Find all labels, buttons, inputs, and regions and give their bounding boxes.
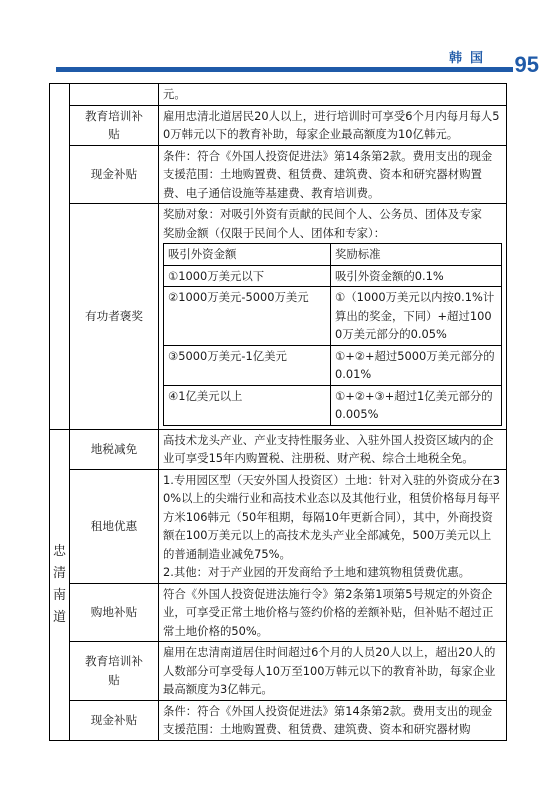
subtable-header	[164, 244, 502, 266]
row-label-rent: 租地优惠	[70, 469, 159, 583]
subtable-cell: ①+②+③+超过1亿美元部分的0.005%	[331, 385, 502, 425]
table-row	[50, 700, 507, 740]
page-number: 95	[514, 52, 539, 77]
table-row	[50, 204, 507, 430]
header-country: 韩国	[448, 51, 491, 66]
subtable-header-standard: 奖励标准	[331, 244, 502, 266]
row-content-award	[159, 204, 507, 430]
region-char: 清	[52, 565, 66, 581]
row-label-education-north	[70, 105, 159, 145]
rent-text-1: 1.专用园区型（天安外国人投资区）土地：针对入驻的外资成分在30%以上的尖端行业和高技术业态以及其他行业，租赁价格每月每平方米106韩元（50年租期，每隔10年更新合同），其中，外商投资额在100万美元以上的高技术龙头产业全部减免，500万美元以上的普通制造业减免75%。	[163, 472, 501, 561]
subtable-cell: ③5000万美元-1亿美元	[164, 345, 331, 385]
subtable-cell: ②1000万美元-5000万美元	[164, 287, 331, 346]
table-row	[50, 469, 507, 583]
subtable-cell: 吸引外资金额的0.1%	[331, 265, 502, 287]
row-label-land: 购地补贴	[70, 583, 159, 642]
table-row	[50, 429, 507, 469]
row-label-award: 有功者褒奖	[70, 204, 159, 430]
rent-text-2: 2.其他：对于产业园的开发商给予土地和建筑物租赁费优惠。	[163, 565, 471, 579]
table-row	[50, 84, 507, 106]
row-content-tax: 高技术龙头产业、产业支持性服务业、入驻外国人投资区域内的企业可享受15年内购置税、注册税、财产税、综合土地税全免。	[159, 429, 507, 469]
table-row	[50, 583, 507, 642]
row-label-empty	[70, 84, 159, 106]
row-content-cash-north: 条件：符合《外国人投资促进法》第14条第2款。费用支出的现金支援范围：土地购置费、租赁费、建筑费、资本和研究器材购置费、电子通信设施等基建费、教育培训费。	[159, 145, 507, 204]
award-intro-2: 奖励金额（仅限于民间个人、团体和专家）：	[163, 225, 386, 240]
subtable-row	[164, 385, 502, 425]
row-content-cash-south: 条件：符合《外国人投资促进法》第14条第2款。费用支出的现金支援范围：土地购置费、租赁费、建筑费、资本和研究器材购	[159, 700, 507, 740]
row-content-continuation: 元。	[159, 84, 507, 106]
region-char: 南	[52, 587, 66, 603]
award-subtable	[163, 243, 502, 426]
row-label-tax: 地税减免	[70, 429, 159, 469]
row-content-rent	[159, 469, 507, 583]
region-char: 道	[52, 609, 66, 625]
subtable-cell: ①1000万美元以下	[164, 265, 331, 287]
region-cell-south	[50, 429, 70, 740]
table-row	[50, 145, 507, 204]
row-label-education-south	[70, 642, 159, 701]
row-content-education-north: 雇用忠清北道居民20人以上，进行培训时可享受6个月内每月每人50万韩元以下的教育补助，每家企业最高额度为10亿韩元。	[159, 105, 507, 145]
label-line: 贴	[108, 672, 120, 687]
row-content-land: 符合《外国人投资促进法施行令》第2条第1项第5号规定的外资企业，可享受正常土地价格与签约价格的差额补贴，但补贴不超过正常土地价格的50%。	[159, 583, 507, 642]
label-line: 教育培训补	[85, 108, 143, 123]
region-char: 忠	[52, 543, 66, 559]
subtable-row	[164, 265, 502, 287]
row-label-cash-south: 现金补贴	[70, 700, 159, 740]
subtable-cell: ④1亿美元以上	[164, 385, 331, 425]
label-line: 教育培训补	[85, 654, 143, 669]
subtable-cell: ①（1000万美元以内按0.1%计算出的奖金，下同）+超过1000万美元部分的0.05%	[331, 287, 502, 346]
header-rule	[56, 67, 513, 72]
table-row	[50, 642, 507, 701]
policy-table	[49, 83, 507, 741]
subtable-row	[164, 287, 502, 346]
award-intro-1: 奖励对象：对吸引外资有贡献的民间个人、公务员、团体及专家	[163, 207, 482, 221]
row-content-education-south: 雇用在忠清南道居住时间超过6个月的人员20人以上，超出20人的人数部分可享受每人10万至100万韩元以下的教育补助，每家企业最高额度为3亿韩元。	[159, 642, 507, 701]
subtable-header-amount: 吸引外资金额	[164, 244, 331, 266]
row-label-cash-north: 现金补贴	[70, 145, 159, 204]
label-line: 贴	[108, 127, 120, 141]
subtable-cell: ①+②+超过5000万美元部分的0.01%	[331, 345, 502, 385]
region-cell-north	[50, 84, 70, 430]
subtable-row	[164, 345, 502, 385]
table-row	[50, 105, 507, 145]
